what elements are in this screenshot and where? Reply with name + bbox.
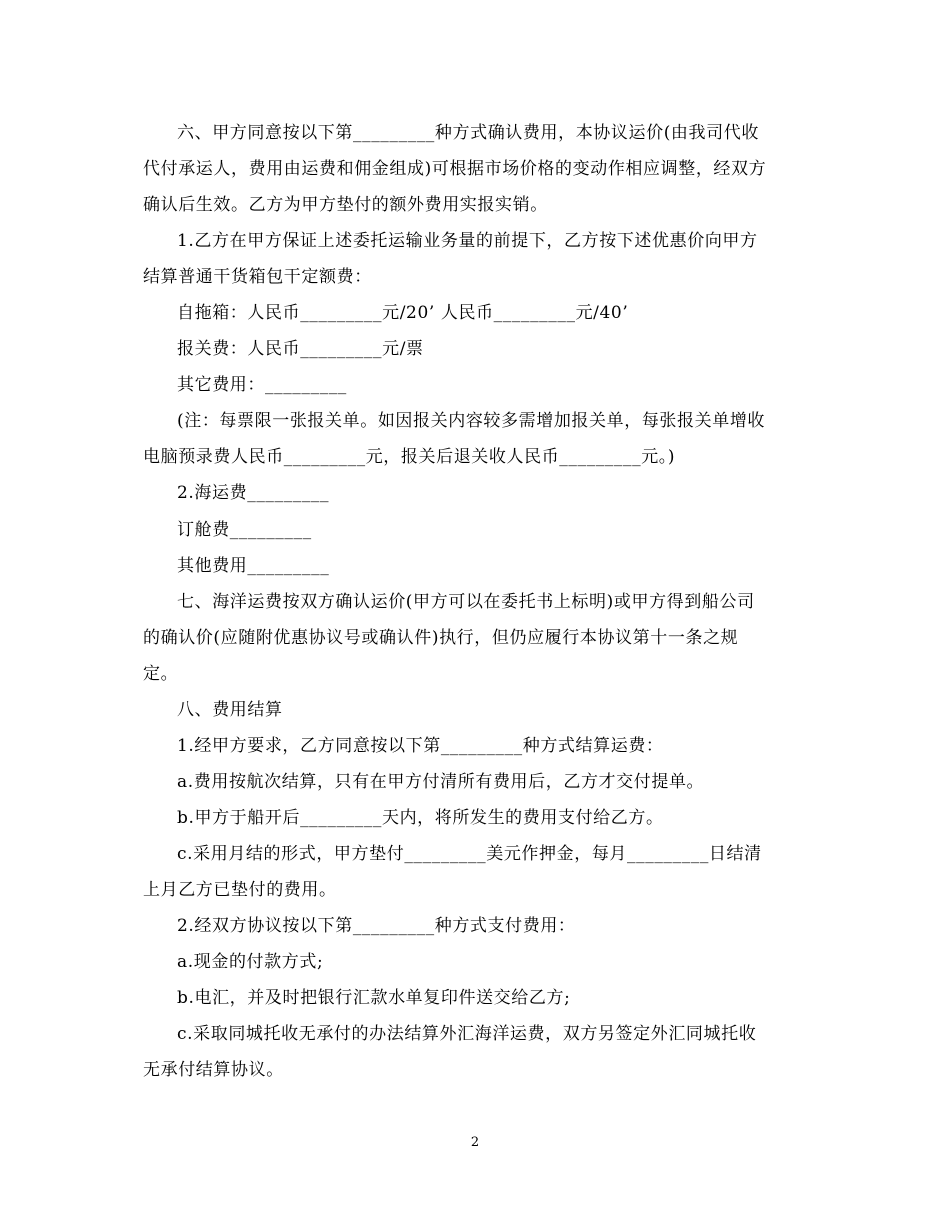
text-line: 1.乙方在甲方保证上述委托运输业务量的前提下，乙方按下述优惠价向甲方 xyxy=(177,231,758,251)
text-line: 报关费：人民币_________元/票 xyxy=(177,339,424,359)
text-line: 2.海运费_________ xyxy=(177,483,330,503)
text-line: 其他费用_________ xyxy=(177,556,330,576)
text-line: 自拖箱：人民币_________元/20’ 人民币_________元/40’ xyxy=(177,303,629,323)
text-line: b.电汇，并及时把银行汇款水单复印件送交给乙方; xyxy=(177,988,571,1008)
text-line: a.现金的付款方式; xyxy=(177,952,324,972)
text-line: 无承付结算协议。 xyxy=(143,1060,284,1080)
text-line: b.甲方于船开后_________天内，将所发生的费用支付给乙方。 xyxy=(177,808,664,828)
text-line: 1.经甲方要求，乙方同意按以下第_________种方式结算运费： xyxy=(177,736,664,756)
text-line: 定。 xyxy=(143,664,179,684)
text-line: 订舱费_________ xyxy=(177,520,312,540)
text-line: c.采用月结的形式，甲方垫付_________美元作押金，每月_________日结清 xyxy=(177,844,762,864)
text-line: (注：每票限一张报关单。如因报关内容较多需增加报关单，每张报关单增收 xyxy=(177,411,766,431)
text-line: 七、海洋运费按双方确认运价(甲方可以在委托书上标明)或甲方得到船公司 xyxy=(177,592,755,612)
text-line: 其它费用：_________ xyxy=(177,375,347,395)
text-line: 代付承运人，费用由运费和佣金组成)可根据市场价格的变动作相应调整，经双方 xyxy=(143,159,767,179)
text-line: c.采取同城托收无承付的办法结算外汇海洋运费，双方另签定外汇同城托收 xyxy=(177,1024,757,1044)
text-line: 上月乙方已垫付的费用。 xyxy=(143,880,337,900)
text-line: 电脑预录费人民币_________元，报关后退关收人民币_________元。) xyxy=(143,447,676,467)
section-heading: 八、费用结算 xyxy=(177,700,283,720)
text-line: 结算普通干货箱包干定额费： xyxy=(143,267,372,287)
text-line: a.费用按航次结算，只有在甲方付清所有费用后，乙方才交付提单。 xyxy=(177,772,705,792)
text-line: 2.经双方协议按以下第_________种方式支付费用： xyxy=(177,916,576,936)
text-line: 六、甲方同意按以下第_________种方式确认费用，本协议运价(由我司代收 xyxy=(177,123,759,143)
text-line: 的确认价(应随附优惠协议号或确认件)执行，但仍应履行本协议第十一条之规 xyxy=(143,628,739,648)
page-number: 2 xyxy=(470,1135,480,1150)
text-line: 确认后生效。乙方为甲方垫付的额外费用实报实销。 xyxy=(143,195,548,215)
